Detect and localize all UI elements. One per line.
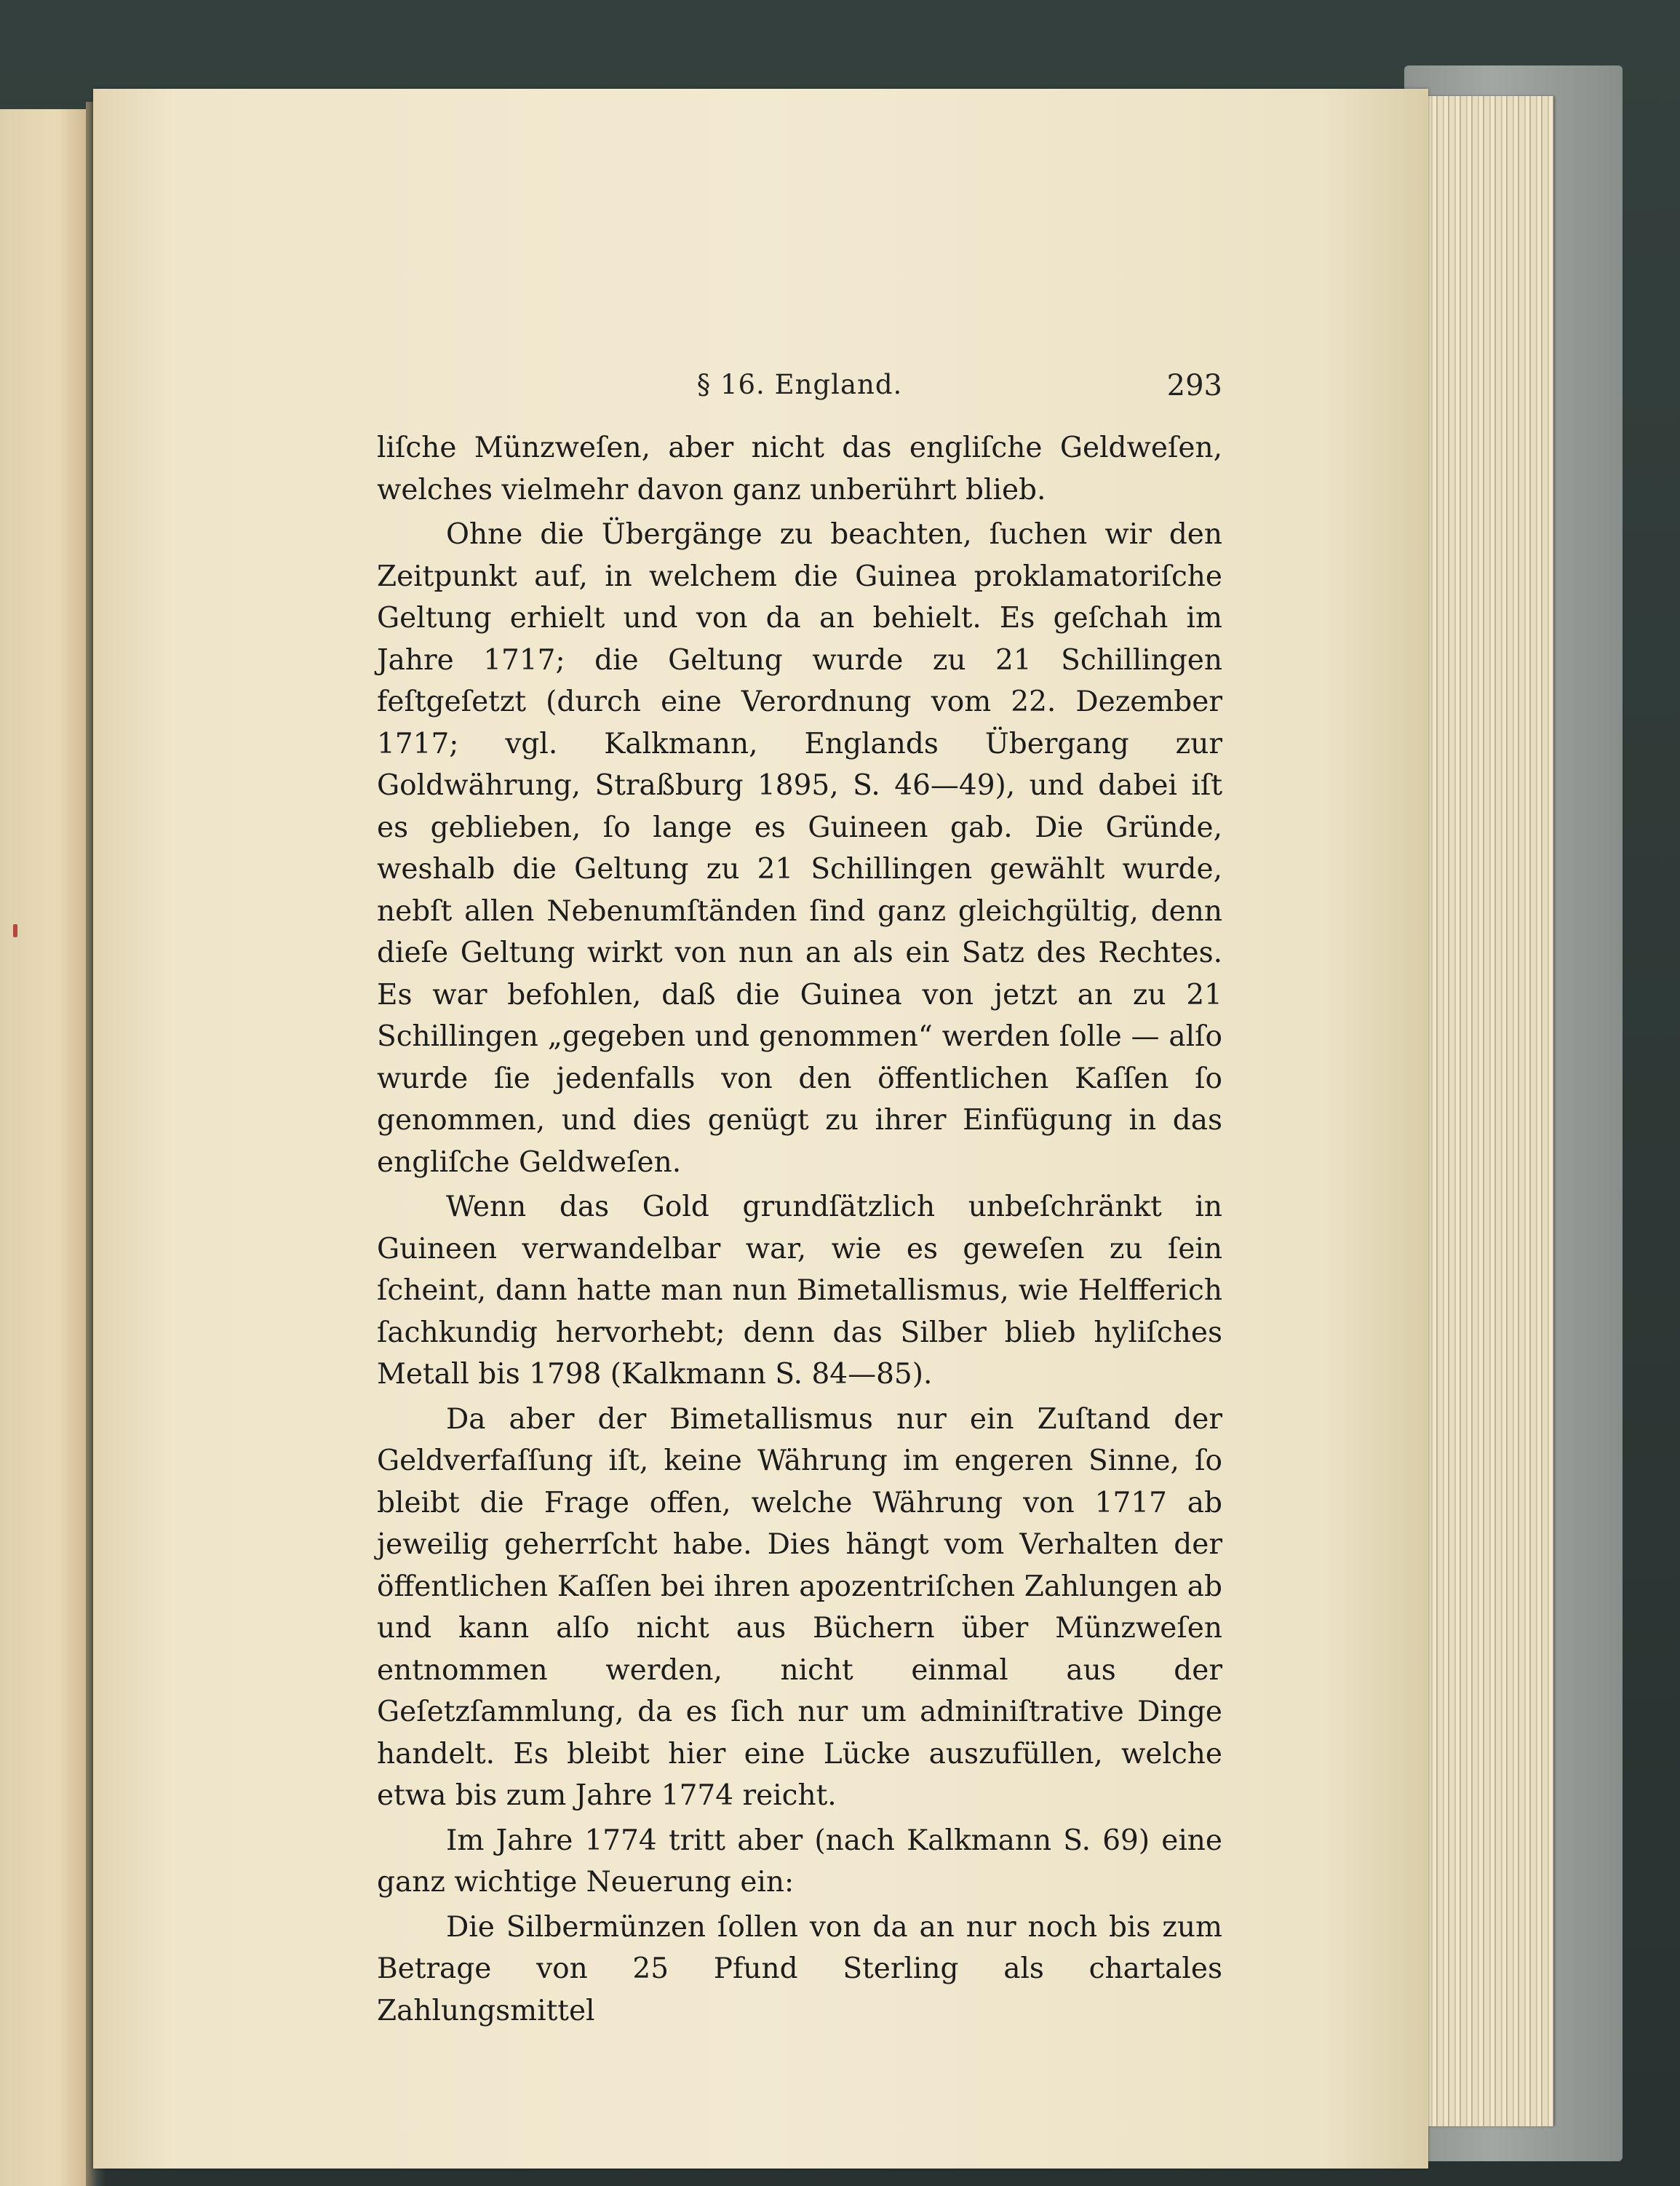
paragraph-guinea: Ohne die Übergänge zu beachten, ſuchen wir den Zeitpunkt auf, in welchem die Guinea proklamatoriſche Geltung erhielt und von da an behielt. Es geſchah im Jahre 1717; die Geltung wurde zu 21 Schillingen feſtgeſetzt (durch eine Verordnung vom 22. Dezember 1717; vgl. Kalkmann, Englands Übergang zur Goldwährung, Straßburg 1895, S. 46—49), und dabei iſt es geblieben, ſo lange es Guineen gab. Die Gründe, weshalb die Geltung zu 21 Schillingen gewählt wurde, nebſt allen Nebenumſtänden ſind ganz gleichgültig, denn dieſe Geltung wirkt von nun an als ein Satz des Rechtes. Es war befohlen, daß die Guinea von jetzt an zu 21 Schillingen „gegeben und genommen“ werden ſolle — alſo wurde ſie jedenfalls von den öffentlichen Kaſſen ſo genommen, und dies genügt zu ihrer Einfügung in das engliſche Geldweſen. — [377, 518, 1222, 1179]
body-text — [377, 427, 1222, 2032]
left-facing-page — [0, 109, 93, 2186]
paragraph-continuation: liſche Münzweſen, aber nicht das engliſche Geldweſen, welches vielmehr davon ganz unberührt blieb. — [377, 432, 1222, 506]
paragraph-currency-question: Da aber der Bimetallismus nur ein Zuſtand der Geldverfaſſung iſt, keine Währung im engeren Sinne, ſo bleibt die Frage offen, welche Währung von 1717 ab jeweilig geherrſcht habe. Dies hängt vom Verhalten der öffentlichen Kaſſen bei ihren apozentriſchen Zahlungen ab und kann alſo nicht aus Büchern über Münzweſen entnommen werden, nicht einmal aus der Geſetzſammlung, da es ſich nur um adminiſtrative Dinge handelt. Es bleibt hier eine Lücke auszufüllen, welche etwa bis zum Jahre 1774 reicht. — [377, 1402, 1222, 1812]
paragraph-silver-coins: Die Silbermünzen ſollen von da an nur noch bis zum Betrage von 25 Pfund Sterling als chartales Zahlungsmittel — [377, 1910, 1222, 2027]
running-head — [377, 369, 1222, 413]
section-title: § 16. England. — [696, 369, 903, 400]
paragraph-1774: Im Jahre 1774 tritt aber (nach Kalkmann S. 69) eine ganz wichtige Neuerung ein: — [377, 1824, 1222, 1899]
paragraph-bimetallism: Wenn das Gold grundſätzlich unbeſchränkt in Guineen verwandelbar war, wie es geweſen zu ſein ſcheint, dann hatte man nun Bimetallismus, wie Helfferich ſachkundig hervorhebt; denn das Silber blieb hyliſches Metall bis 1798 (Kalkmann S. 84—85). — [377, 1191, 1222, 1391]
page-293 — [93, 89, 1428, 2169]
red-mark — [13, 924, 17, 937]
page-number: 293 — [1166, 369, 1222, 402]
